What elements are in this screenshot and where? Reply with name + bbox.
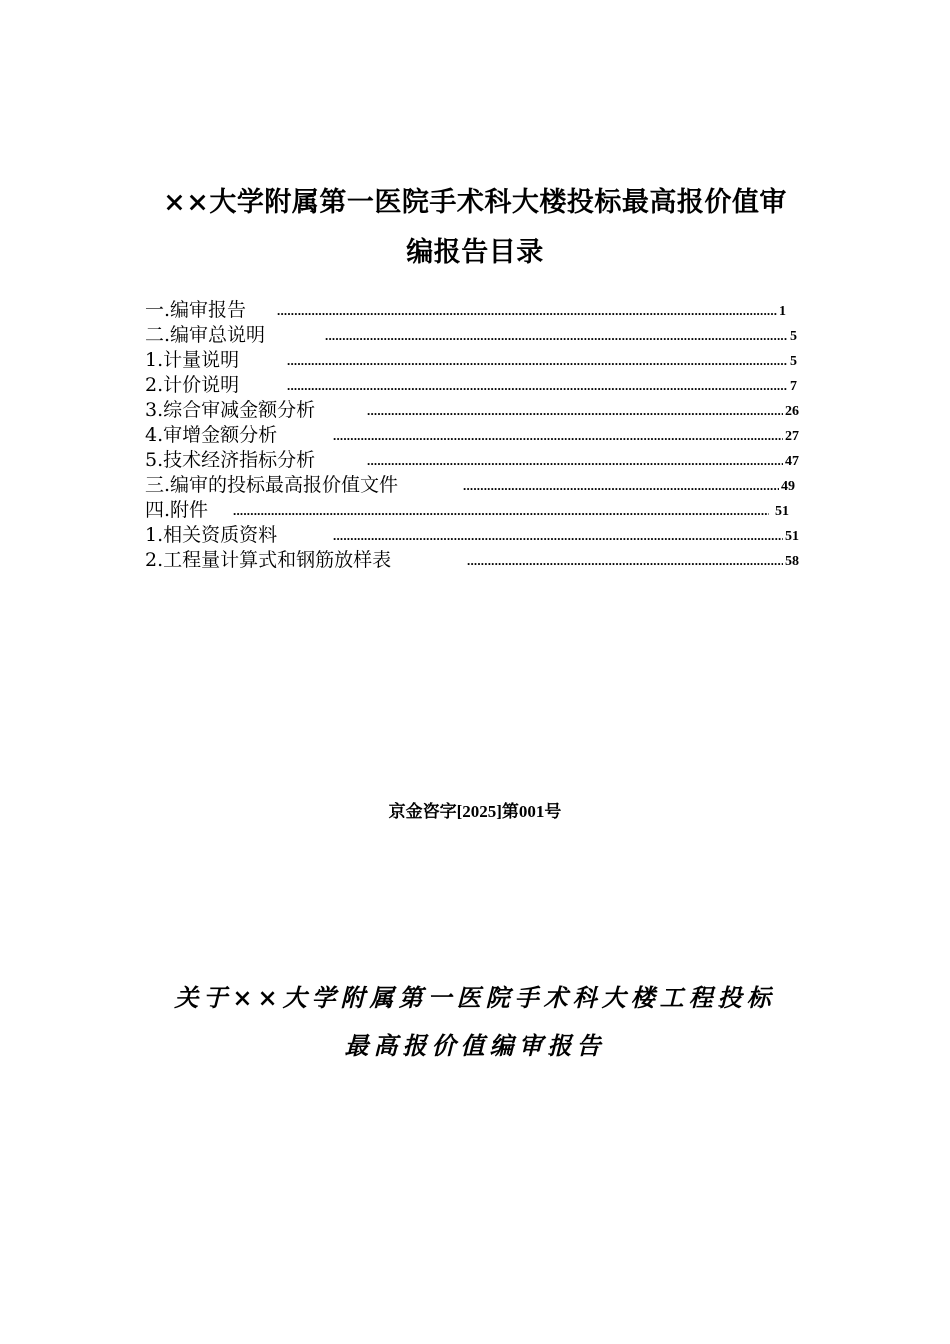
toc-entry[interactable]	[145, 498, 815, 523]
toc-leader-dots	[287, 376, 787, 396]
toc-entry-page: 49	[781, 479, 795, 494]
report-title-line-1: 关于××大学附属第一医院手术科大楼工程投标	[174, 983, 776, 1012]
toc-entry-label: 四.附件	[145, 499, 209, 521]
toc-entry[interactable]	[145, 398, 815, 423]
toc-entry-page: 5	[790, 329, 797, 344]
toc-entry-page: 7	[790, 379, 797, 394]
toc-entry-page: 58	[785, 554, 799, 569]
toc-leader-dots	[333, 526, 783, 546]
report-title-line-2: 最高报价值编审报告	[344, 1031, 606, 1060]
toc-heading-line-1: ××大学附属第一医院手术科大楼投标最高报价值审	[163, 187, 787, 218]
table-of-contents	[145, 298, 815, 573]
toc-leader-dots	[277, 301, 777, 321]
toc-leader-dots	[287, 351, 787, 371]
toc-leader-dots	[463, 476, 779, 496]
toc-heading-line-2: 编报告目录	[406, 237, 544, 268]
toc-entry-label: 2.工程量计算式和钢筋放样表	[145, 549, 392, 571]
toc-entry-page: 5	[790, 354, 797, 369]
toc-entry[interactable]	[145, 448, 815, 473]
toc-entry-label: 5.技术经济指标分析	[145, 449, 316, 471]
toc-entry-label: 一.编审报告	[145, 299, 247, 321]
toc-entry-label: 3.综合审减金额分析	[145, 399, 316, 421]
toc-entry-page: 47	[785, 454, 799, 469]
toc-heading	[120, 178, 830, 278]
toc-entry[interactable]	[145, 423, 815, 448]
toc-entry-label: 二.编审总说明	[145, 324, 266, 346]
toc-entry[interactable]	[145, 548, 815, 573]
toc-leader-dots	[333, 426, 783, 446]
toc-entry-label: 1.计量说明	[145, 349, 240, 371]
toc-entry-label: 2.计价说明	[145, 374, 240, 396]
toc-entry-label: 三.编审的投标最高报价值文件	[145, 474, 399, 496]
toc-leader-dots	[233, 501, 769, 521]
toc-entry-label: 4.审增金额分析	[145, 424, 278, 446]
toc-leader-dots	[367, 401, 783, 421]
toc-entry-page: 51	[785, 529, 799, 544]
toc-entry[interactable]	[145, 473, 815, 498]
toc-entry-page: 26	[785, 404, 799, 419]
report-title	[160, 974, 790, 1070]
toc-entry[interactable]	[145, 323, 815, 348]
toc-entry-page: 27	[785, 429, 799, 444]
toc-entry[interactable]	[145, 348, 815, 373]
document-number: 京金咨字[2025]第001号	[388, 802, 562, 821]
toc-leader-dots	[467, 551, 783, 571]
toc-entry-label: 1.相关资质资料	[145, 524, 278, 546]
toc-entry-page: 1	[779, 304, 786, 319]
toc-entry[interactable]	[145, 298, 815, 323]
toc-entry-page: 51	[775, 504, 789, 519]
toc-entry[interactable]	[145, 373, 815, 398]
toc-entry[interactable]	[145, 523, 815, 548]
toc-leader-dots	[325, 326, 787, 346]
toc-leader-dots	[367, 451, 783, 471]
